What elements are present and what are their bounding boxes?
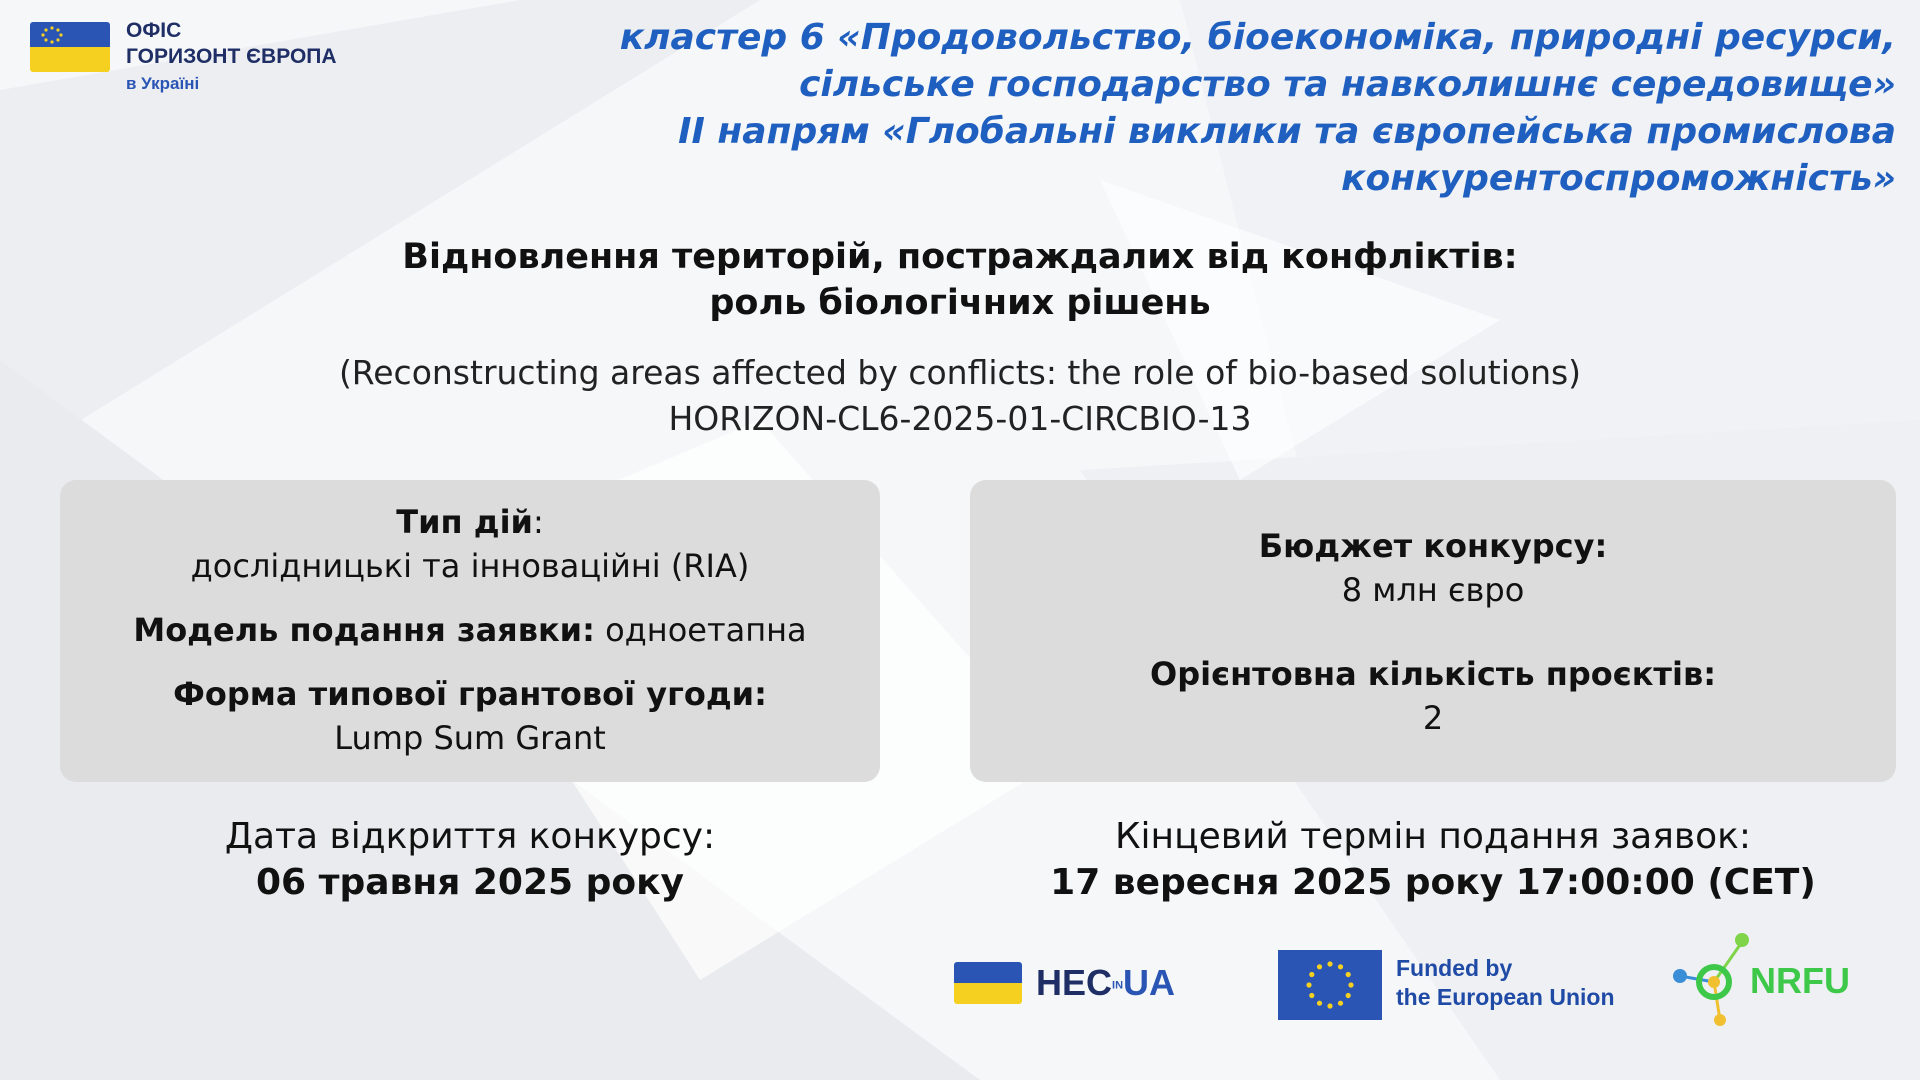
call-title-line-2: роль біологічних рішень: [709, 283, 1211, 323]
funded-line-2: the European Union: [1396, 984, 1615, 1010]
opening-date: [60, 814, 880, 906]
action-type-value: дослідницькі та інноваційні (RIA): [190, 547, 750, 585]
grant-form-label: Форма типової грантової угоди:: [173, 675, 767, 713]
budget-value: 8 млн євро: [1341, 571, 1525, 609]
submission-model-label: Модель подання заявки:: [133, 611, 595, 649]
submission-model-value: одноетапна: [594, 611, 807, 649]
call-code: HORIZON-CL6-2025-01-CIRCBIO-13: [668, 399, 1252, 438]
cluster-header-line: кластер 6 «Продовольство, біоекономіка, природні ресурси,: [619, 17, 1896, 58]
hec-text: HEC: [1036, 962, 1113, 1003]
projects-label: Орієнтовна кількість проєктів:: [1150, 655, 1716, 693]
english-title: (Reconstructing areas affected by conflicts: the role of bio-based solutions): [338, 353, 1582, 392]
action-type-heading: [60, 500, 880, 544]
action-type-colon: :: [532, 503, 544, 541]
funded-by-eu-logo: [1278, 950, 1658, 1020]
cluster-header-line: конкурентоспроможність»: [1341, 158, 1896, 199]
hecinua-logo: [954, 956, 1194, 1012]
budget-box: [970, 480, 1896, 782]
deadline-value: 17 вересня 2025 року 17:00:00 (CET): [1050, 862, 1816, 903]
call-title: [0, 234, 1920, 326]
grant-form-value: Lump Sum Grant: [334, 719, 606, 757]
opening-date-value: 06 травня 2025 року: [256, 862, 684, 903]
call-subtitle: [0, 350, 1920, 442]
budget-label: Бюджет конкурсу:: [1258, 527, 1608, 565]
hec-in-badge: IN: [1112, 979, 1124, 992]
logo-line-3: в Україні: [126, 74, 200, 93]
eu-flag-icon: [1278, 950, 1382, 1020]
action-type-label: Тип дій: [396, 503, 533, 541]
ua-text: UA: [1123, 962, 1176, 1003]
deadline-label: Кінцевий термін подання заявок:: [1115, 816, 1751, 857]
cluster-header: [596, 14, 1896, 202]
cluster-header-line: ІІ напрям «Глобальні виклики та європейська промислова: [678, 111, 1896, 152]
molecule-icon: [1672, 930, 1762, 1030]
logo-line-2: ГОРИЗОНТ ЄВРОПА: [126, 45, 337, 68]
horizon-europe-office-logo: [30, 20, 370, 100]
submission-model: [60, 608, 880, 652]
opening-date-label: Дата відкриття конкурсу:: [224, 816, 716, 857]
funded-line-1: Funded by: [1396, 955, 1513, 981]
logo-line-1: ОФІС: [126, 19, 182, 42]
call-title-line-1: Відновлення територій, постраждалих від конфліктів:: [402, 237, 1518, 277]
cluster-header-line: сільське господарство та навколишнє середовище»: [799, 64, 1896, 105]
ua-eu-flag-icon: [954, 962, 1022, 1004]
call-details-box: [60, 480, 880, 782]
nrfu-text: NRFU: [1750, 960, 1850, 1001]
ua-eu-flag-icon: [30, 22, 110, 72]
deadline: [970, 814, 1896, 906]
projects-value: 2: [1422, 699, 1444, 737]
nrfu-logo: [1672, 930, 1872, 1030]
